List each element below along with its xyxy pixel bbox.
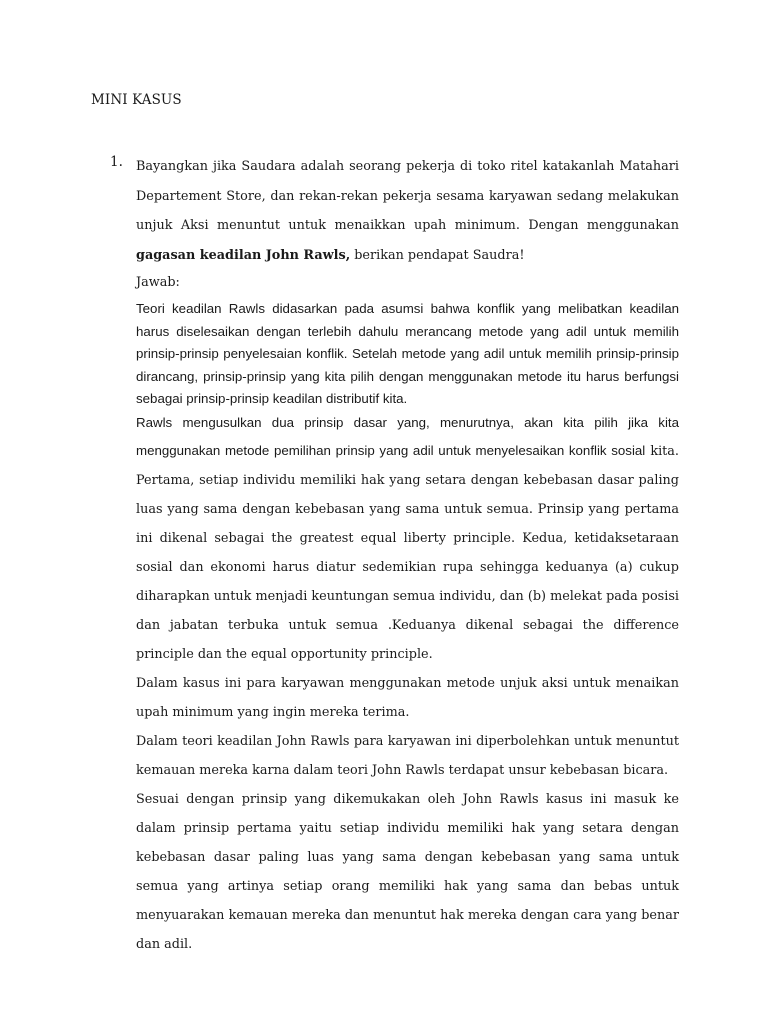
answer-paragraph-5: Sesuai dengan prinsip yang dikemukakan oleh John Rawls kasus ini masuk ke dalam prinsip pertama yaitu setiap individu memiliki hak yang setara dengan kebebasan dasar paling luas yang sama dengan kebebasan yang sama untuk semua yang artinya setiap orang memiliki hak yang sama dan bebas untuk menyuarakan kemauan mereka dan menuntut hak mereka dengan cara yang benar dan adil.	[136, 791, 679, 952]
answer-paragraph-2	[136, 409, 679, 669]
answer-paragraph-2-sans: Rawls mengusulkan dua prinsip dasar yang, menurutnya, akan kita pilih jika kita menggunakan metode pemilihan prinsip yang adil untuk menyelesaikan konflik sosial	[136, 414, 679, 458]
answer-paragraph-1: Teori keadilan Rawls didasarkan pada asumsi bahwa konflik yang melibatkan keadilan harus diselesaikan dengan terlebih dahulu merancang metode yang adil untuk memilih prinsip-prinsip penyelesaian konflik. Setelah metode yang adil untuk memilih prinsip-prinsip dirancang, prinsip-prinsip yang kita pilih dengan menggunakan metode itu harus berfungsi sebagai prinsip-prinsip keadilan distributif kita.	[136, 301, 679, 406]
document-title: MINI KASUS	[91, 92, 182, 108]
answer-paragraph-2-serif: kita. Pertama, setiap individu memiliki hak yang setara dengan kebebasan dasar paling luas yang sama dengan kebebasan yang sama untuk semua. Prinsip yang pertama ini dikenal sebagai the greatest equal liberty principle. Kedua, ketidaksetaraan sosial dan ekonomi harus diatur sedemikian rupa sehingga keduanya (a) cukup diharapkan untuk menjadi keuntungan semua individu, dan (b) melekat pada posisi dan jabatan terbuka untuk semua .Keduanya dikenal sebagai the difference principle dan the equal opportunity principle.	[136, 443, 680, 662]
question-part1: Bayangkan jika Saudara adalah seorang pekerja di toko ritel katakanlah Matahari Departement Store, dan rekan-rekan pekerja sesama karyawan sedang melakukan unjuk Aksi menuntut untuk menaikkan upah minimum. Dengan menggunakan	[136, 159, 679, 233]
question-text	[136, 152, 679, 270]
answer-paragraph-3: Dalam kasus ini para karyawan menggunakan metode unjuk aksi untuk menaikan upah minimum yang ingin mereka terima.	[136, 675, 679, 720]
answer-label: Jawab:	[136, 275, 180, 290]
question-bold: gagasan keadilan John Rawls,	[136, 247, 351, 263]
answer-paragraph-4: Dalam teori keadilan John Rawls para karyawan ini diperbolehkan untuk menuntut kemauan mereka karna dalam teori John Rawls terdapat unsur kebebasan bicara.	[136, 733, 679, 778]
list-item-content	[136, 152, 679, 959]
list-item-number: 1.	[110, 154, 123, 170]
question-part2: berikan pendapat Saudra!	[350, 247, 525, 263]
